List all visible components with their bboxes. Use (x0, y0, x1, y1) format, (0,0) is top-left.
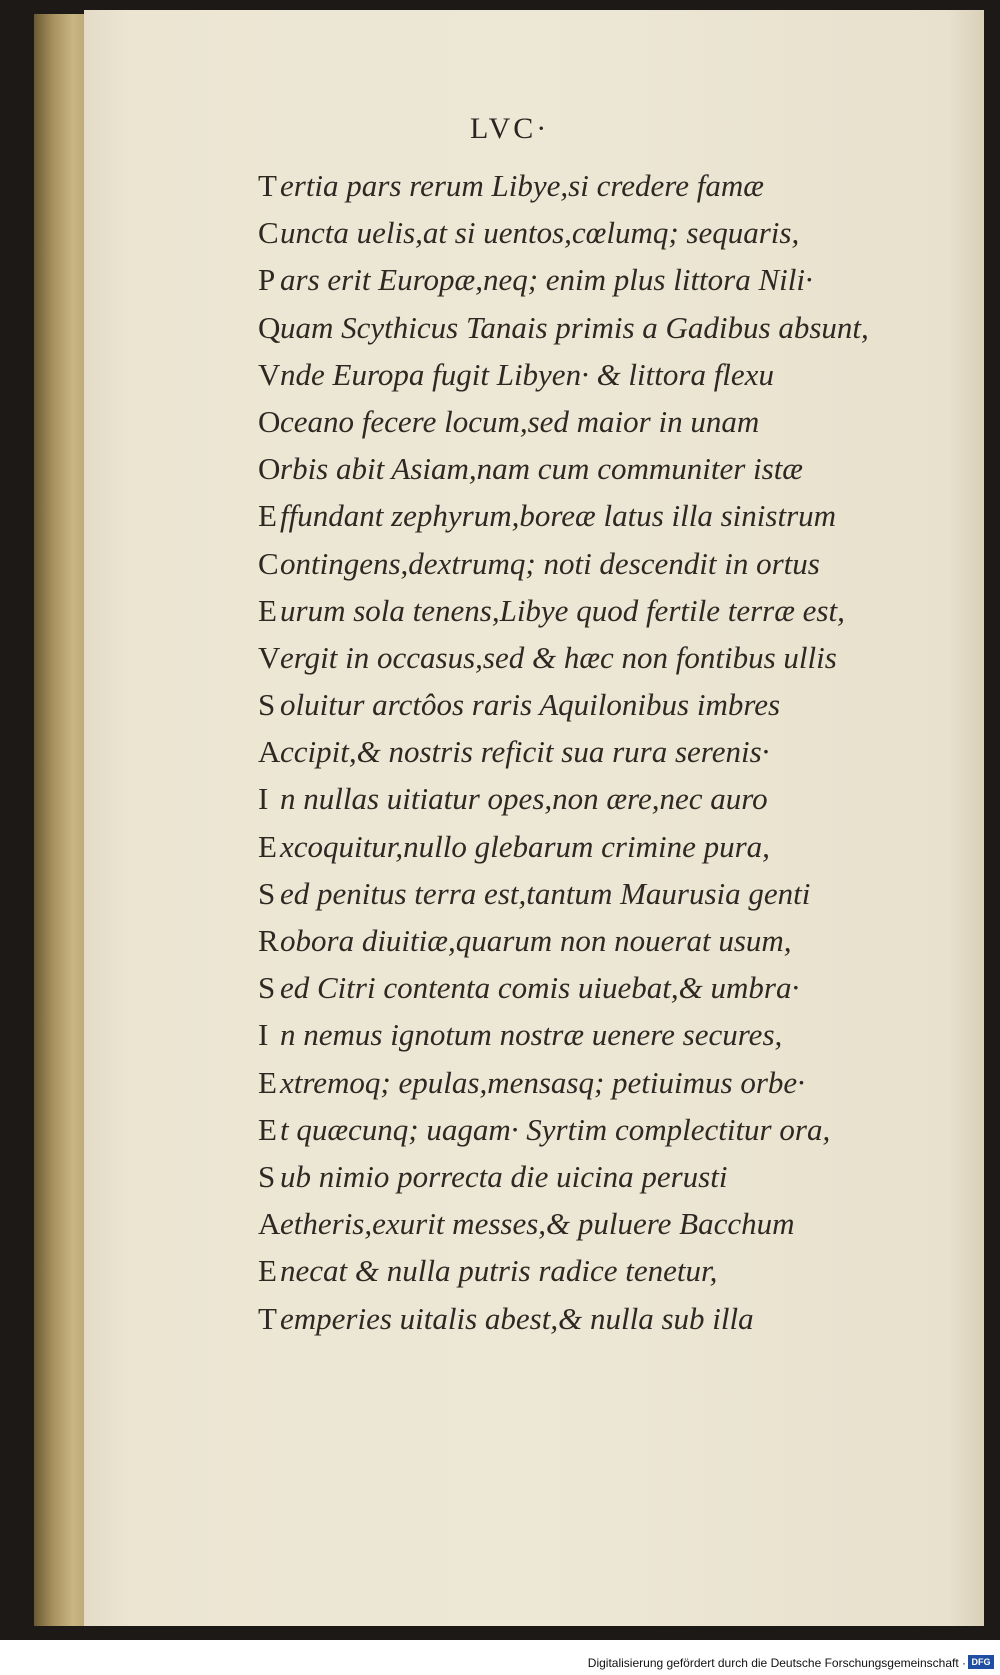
verse-line-initial: C (258, 545, 279, 581)
verse-line (258, 540, 938, 587)
verse-line-initial: V (258, 356, 281, 392)
verse-line-initial: T (258, 168, 277, 203)
digitization-credit: Digitalisierung gefördert durch die Deutsche Forschungsgemeinschaft · (587, 1656, 966, 1670)
verse-line (258, 1200, 938, 1247)
verse-line-initial: S (258, 1158, 276, 1194)
verse-line-text: emperies uitalis abest,& nulla sub illa (280, 1300, 754, 1336)
verse-line-text: ertia pars rerum Libye,si credere famæ (280, 168, 764, 203)
verse-line-text: ed penitus terra est,tantum Maurusia genti (280, 875, 811, 911)
verse-line-initial: S (258, 687, 276, 723)
verse-line (258, 1247, 938, 1294)
verse-line-text: n nemus ignotum nostræ uenere secures, (280, 1017, 783, 1053)
verse-line-text: ccipit,& nostris reficit sua rura serenis· (280, 734, 770, 770)
verse-line-initial: V (258, 639, 281, 675)
verse-line-text: n nullas uitiatur opes,non ære,nec auro (280, 781, 768, 817)
verse-line-text: ars erit Europæ,neq; enim plus littora Nili· (280, 262, 813, 298)
verse-line (258, 492, 938, 539)
verse-line-initial: R (258, 923, 279, 958)
verse-line (258, 587, 938, 634)
verse-line-text: ceano fecere locum,sed maior in unam (280, 403, 760, 439)
verse-line-text: ffundant zephyrum,boreæ latus illa sinistrum (280, 498, 837, 534)
verse-line (258, 1059, 938, 1106)
verse-line-initial: E (258, 828, 277, 864)
verse-line-initial: A (258, 1206, 281, 1242)
verse-line-text: oluitur arctôos raris Aquilonibus imbres (280, 687, 781, 723)
verse-line-text: rbis abit Asiam,nam cum communiter istæ (280, 451, 803, 487)
verse-line (258, 351, 938, 398)
verse-line-initial: Q (258, 309, 281, 345)
dfg-logo: DFG (968, 1655, 994, 1669)
verse-line-initial: E (258, 1111, 277, 1147)
verse-line-text: urum sola tenens,Libye quod fertile terræ est, (280, 592, 845, 628)
verse-line-text: xcoquitur,nullo glebarum crimine pura, (280, 828, 770, 864)
verse-line (258, 681, 938, 728)
verse-line-text: necat & nulla putris radice tenetur, (280, 1253, 718, 1289)
verse-line-initial: P (258, 262, 276, 298)
verse-line-initial: O (258, 451, 281, 487)
verse-line-initial: A (258, 734, 281, 770)
verse-line (258, 728, 938, 775)
verse-line (258, 1011, 938, 1058)
verse-line (258, 870, 938, 917)
verse-line (258, 1153, 938, 1200)
verse-line (258, 634, 938, 681)
verse-line-text: xtremoq; epulas,mensasq; petiuimus orbe· (280, 1064, 805, 1100)
verse-line-initial: E (258, 1064, 277, 1100)
verse-line (258, 162, 938, 209)
verse-line-initial: C (258, 215, 279, 251)
page-edge (34, 14, 90, 1626)
running-head: LVC· (470, 112, 550, 145)
verse-line-text: ed Citri contenta comis uiuebat,& umbra· (280, 970, 800, 1006)
verse-line (258, 304, 938, 351)
verse-line (258, 1106, 938, 1153)
verse-line (258, 209, 938, 256)
verse-line-text: etheris,exurit messes,& puluere Bacchum (280, 1206, 795, 1242)
verse-line (258, 823, 938, 870)
verse-line-initial: S (258, 970, 276, 1006)
verse-line-text: ontingens,dextrumq; noti descendit in ortus (280, 545, 820, 581)
verse-line (258, 917, 938, 964)
verse-line-initial: E (258, 1253, 277, 1289)
verse-line (258, 964, 938, 1011)
verse-line (258, 1295, 938, 1342)
verse-line-initial: I (258, 1017, 269, 1053)
verse-line-initial: E (258, 592, 277, 628)
verse-line-text: uncta uelis,at si uentos,cœlumq; sequaris, (280, 215, 800, 251)
verse-line-text: t quæcunq; uagam· Syrtim complectitur ora, (280, 1111, 831, 1147)
verse-line-initial: O (258, 403, 281, 439)
verse-line-text: nde Europa fugit Libyen· & littora flexu (280, 356, 774, 392)
verse-line (258, 256, 938, 303)
verse-line (258, 775, 938, 822)
verse-line-text: ergit in occasus,sed & hæc non fontibus ullis (280, 639, 837, 675)
verse-line-text: uam Scythicus Tanais primis a Gadibus absunt, (280, 309, 869, 345)
verse-line-text: ub nimio porrecta die uicina perusti (280, 1158, 728, 1194)
verse-block (258, 162, 938, 1342)
verse-line (258, 445, 938, 492)
verse-line-initial: S (258, 875, 276, 911)
verse-line-initial: I (258, 781, 269, 817)
verse-line-initial: T (258, 1300, 277, 1336)
verse-line (258, 398, 938, 445)
verse-line-initial: E (258, 498, 277, 534)
verse-line-text: obora diuitiæ,quarum non nouerat usum, (280, 923, 792, 958)
